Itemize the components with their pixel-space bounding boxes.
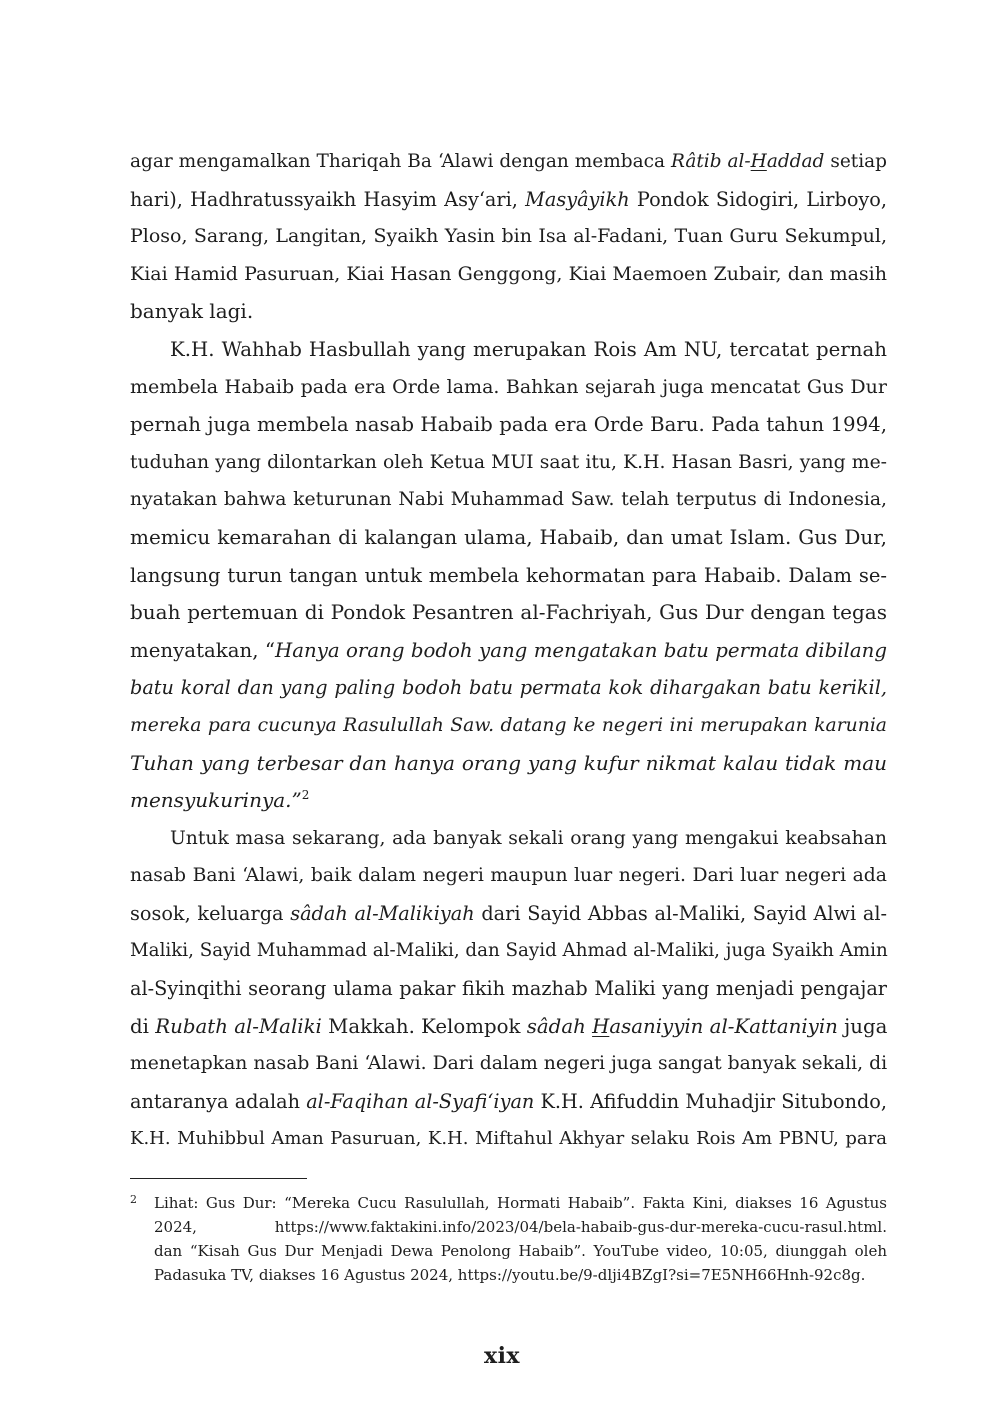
footnote-line: dan “Kisah Gus Dur Menjadi Dewa Penolong Habaib”. YouTube video, 10:05, diunggah oleh xyxy=(154,1242,887,1260)
text-line: buah pertemuan di Pondok Pesantren al-Fachriyah, Gus Dur dengan tegas xyxy=(130,600,887,625)
footnote-number: 2 xyxy=(130,1193,137,1206)
text-line: menyatakan, “Hanya orang bodoh yang mengatakan batu permata dibilang xyxy=(130,638,887,662)
quote-text: Hanya orang bodoh yang mengatakan batu permata dibilang xyxy=(275,638,887,662)
footnote-line[interactable]: 2024, https://www.faktakini.info/2023/04/bela-habaib-gus-dur-mereka-cucu-rasul.html. xyxy=(154,1218,887,1236)
paragraph-1 xyxy=(130,143,887,331)
footnote-reference[interactable]: 2 xyxy=(301,788,310,803)
text-line: di Rubath al-Maliki Makkah. Kelompok sâdah Hasaniyyin al-Kattaniyin juga xyxy=(130,1014,888,1038)
text-line: K.H. Wahhab Hasbullah yang merupakan Rois Am NU, tercatat pernah xyxy=(170,337,887,361)
text-line: memicu kemarahan di kalangan ulama, Habaib, dan umat Islam. Gus Dur, xyxy=(130,524,887,549)
footnote-divider xyxy=(130,1178,307,1179)
text-line xyxy=(130,669,887,707)
paragraph-3 xyxy=(130,820,887,1158)
text-line: Kiai Hamid Pasuruan, Kiai Hasan Genggong, Kiai Maemoen Zubair, dan masih xyxy=(130,262,887,285)
footnote xyxy=(130,1191,887,1287)
quote-text: Tuhan yang terbesar dan hanya orang yang kufur nikmat kalau tidak mau xyxy=(130,750,887,775)
text-line: al-Syinqithi seorang ulama pakar fikih mazhab Maliki yang menjadi pengajar xyxy=(130,977,887,1001)
quote-text: mensyukurinya.” xyxy=(130,788,302,813)
footnote-body xyxy=(154,1191,887,1287)
text-line: Untuk masa sekarang, ada banyak sekali orang yang mengakui keabsahan xyxy=(170,827,887,849)
text-line: menetapkan nasab Bani ‘Alawi. Dari dalam negeri juga sangat banyak sekali, di xyxy=(130,1053,888,1075)
footnote-line: Lihat: Gus Dur: “Mereka Cucu Rasulullah, Hormati Habaib”. Fakta Kini, diakses 16 Agustus xyxy=(154,1194,887,1212)
text-line: nyatakan bahwa keturunan Nabi Muhammad Saw. telah terputus di Indonesia, xyxy=(130,489,887,511)
text-line: antaranya adalah al-Faqihan al-Syafi‘iyan K.H. Afifuddin Muhadjir Situbondo, xyxy=(130,1089,888,1113)
text-line: sosok, keluarga sâdah al-Malikiyah dari Sayid Abbas al-Maliki, Sayid Alwi al- xyxy=(130,901,887,925)
paragraph-2 xyxy=(130,331,887,820)
text-line: membela Habaib pada era Orde lama. Bahkan sejarah juga mencatat Gus Dur xyxy=(130,375,887,398)
text-line: pernah juga membela nasab Habaib pada era Orde Baru. Pada tahun 1994, xyxy=(130,413,887,437)
body-text xyxy=(130,143,887,1158)
text-line: langsung turun tangan untuk membela kehormatan para Habaib. Dalam se- xyxy=(130,563,887,587)
text-line xyxy=(130,782,887,820)
text-line: nasab Bani ‘Alawi, baik dalam negeri maupun luar negeri. Dari luar negeri ada xyxy=(130,865,887,887)
text-line xyxy=(130,707,887,745)
text-line xyxy=(130,745,887,783)
quote-text: mereka para cucunya Rasulullah Saw. datang ke negeri ini merupakan karunia xyxy=(130,714,887,736)
text-line: banyak lagi. xyxy=(130,299,254,324)
text-line: K.H. Muhibbul Aman Pasuruan, K.H. Miftahul Akhyar selaku Rois Am PBNU, para xyxy=(130,1128,887,1150)
text-line: tuduhan yang dilontarkan oleh Ketua MUI saat itu, K.H. Hasan Basri, yang me- xyxy=(130,451,887,473)
quote-text: batu koral dan yang paling bodoh batu permata kok dihargakan batu kerikil, xyxy=(130,676,887,700)
text-line: hari), Hadhratussyaikh Hasyim Asy‘ari, Masyâyikh Pondok Sidogiri, Lirboyo, xyxy=(130,187,887,211)
text-line: agar mengamalkan Thariqah Ba ‘Alawi dengan membaca Râtib al-Haddad setiap xyxy=(130,151,887,172)
text-line: Maliki, Sayid Muhammad al-Maliki, dan Sayid Ahmad al-Maliki, juga Syaikh Amin xyxy=(130,940,888,962)
text-line: Ploso, Sarang, Langitan, Syaikh Yasin bin Isa al-Fadani, Tuan Guru Sekumpul, xyxy=(130,225,887,248)
footnote-line[interactable]: Padasuka TV, diakses 16 Agustus 2024, https://youtu.be/9-dlji4BZgI?si=7E5NH66Hnh-92c8g. xyxy=(154,1266,866,1284)
page-number: xix xyxy=(483,1343,521,1369)
